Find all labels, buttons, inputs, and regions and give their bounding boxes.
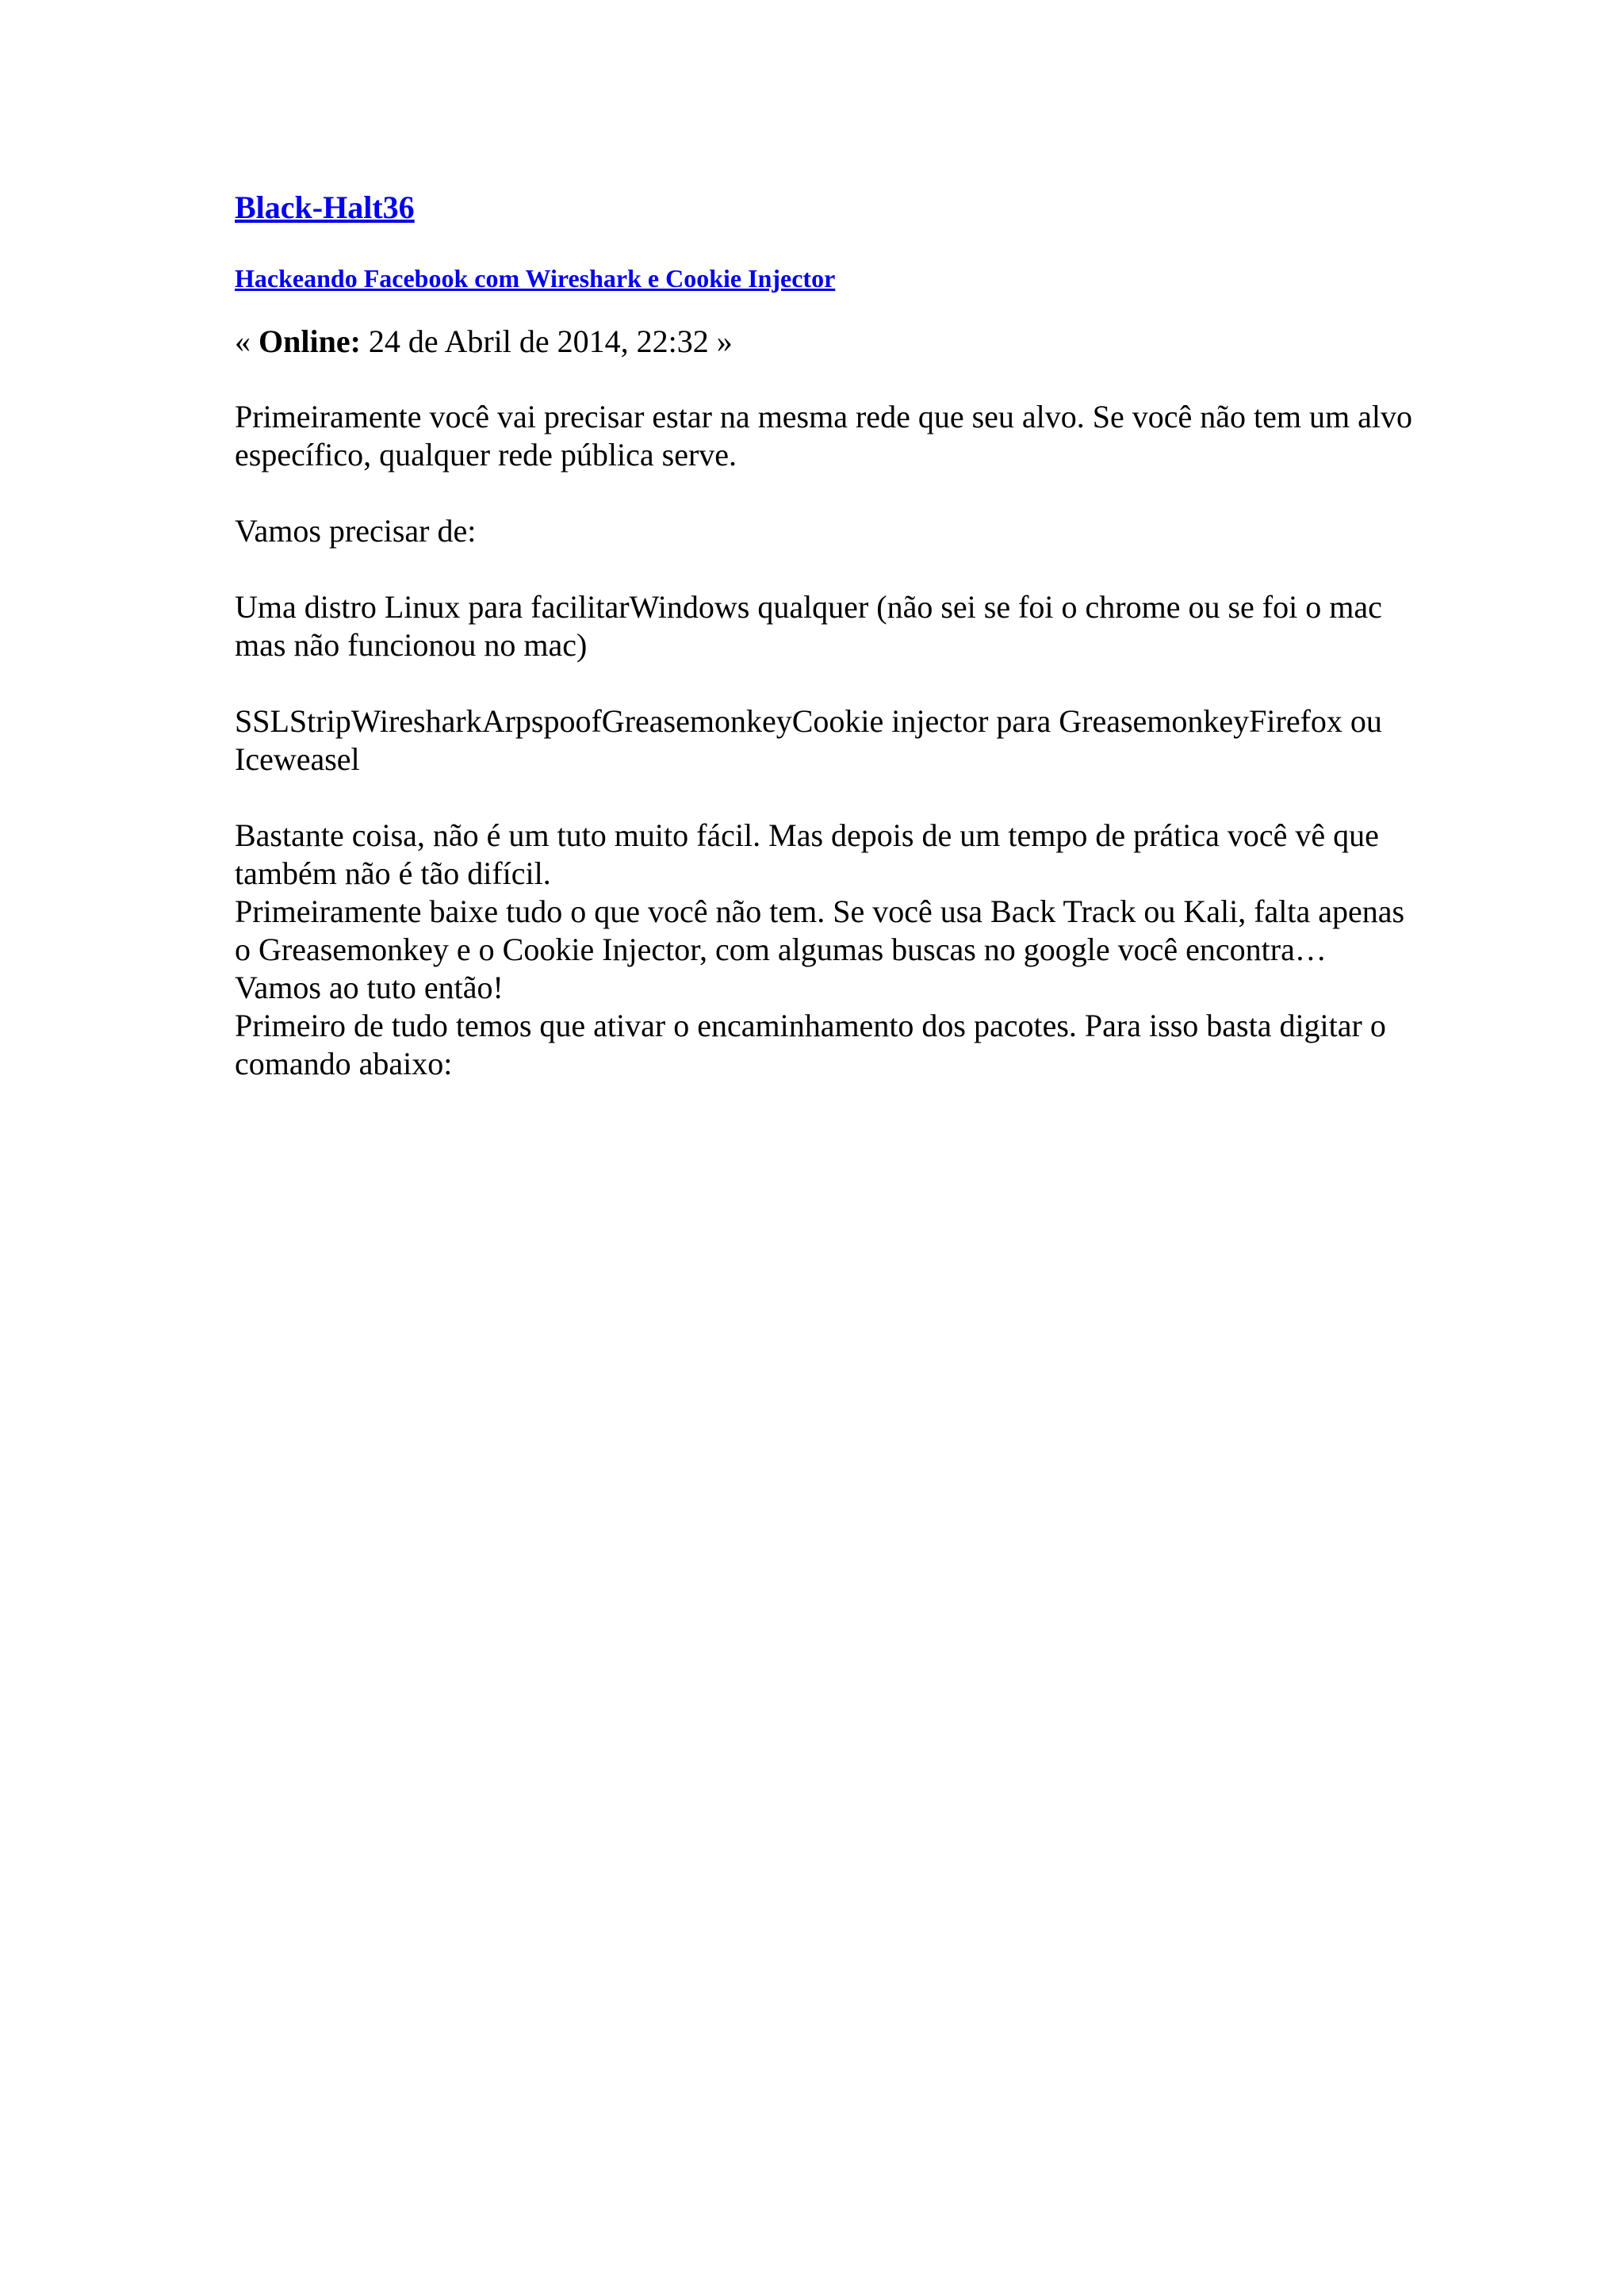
meta-online-label: Online: (259, 323, 361, 359)
meta-date: 24 de Abril de 2014, 22:32 (368, 323, 709, 359)
meta-close-quote: » (716, 323, 733, 359)
paragraph-os: Uma distro Linux para facilitarWindows qualquer (não sei se foi o chrome ou se foi o mac mas não funcionou no mac) (235, 589, 1382, 663)
paragraph-lets-go: Vamos ao tuto então! (235, 970, 504, 1005)
post-title-link[interactable]: Hackeando Facebook com Wireshark e Cookie Injector (235, 264, 836, 293)
paragraph-download: Primeiramente baixe tudo o que você não tem. Se você usa Back Track ou Kali, falta apenas o Greasemonkey e o Cookie Injector, com algumas buscas no google você encontra… (235, 894, 1405, 967)
post-meta (235, 322, 1424, 362)
document-page (235, 187, 1424, 1083)
paragraph-difficulty: Bastante coisa, não é um tuto muito fácil. Mas depois de um tempo de prática você vê que também não é tão difícil. (235, 817, 1379, 891)
paragraph-tools: SSLStripWiresharkArpspoofGreasemonkeyCookie injector para GreasemonkeyFirefox ou Iceweasel (235, 703, 1382, 777)
meta-open-quote: « (235, 323, 251, 359)
post-body (235, 398, 1424, 1083)
paragraph-forwarding: Primeiro de tudo temos que ativar o encaminhamento dos pacotes. Para isso basta digitar o comando abaixo: (235, 1008, 1386, 1081)
site-title-link[interactable]: Black-Halt36 (235, 189, 415, 225)
paragraph-intro: Primeiramente você vai precisar estar na mesma rede que seu alvo. Se você não tem um alvo específico, qualquer rede pública serve. (235, 399, 1412, 473)
paragraph-requirements-heading: Vamos precisar de: (235, 513, 477, 549)
